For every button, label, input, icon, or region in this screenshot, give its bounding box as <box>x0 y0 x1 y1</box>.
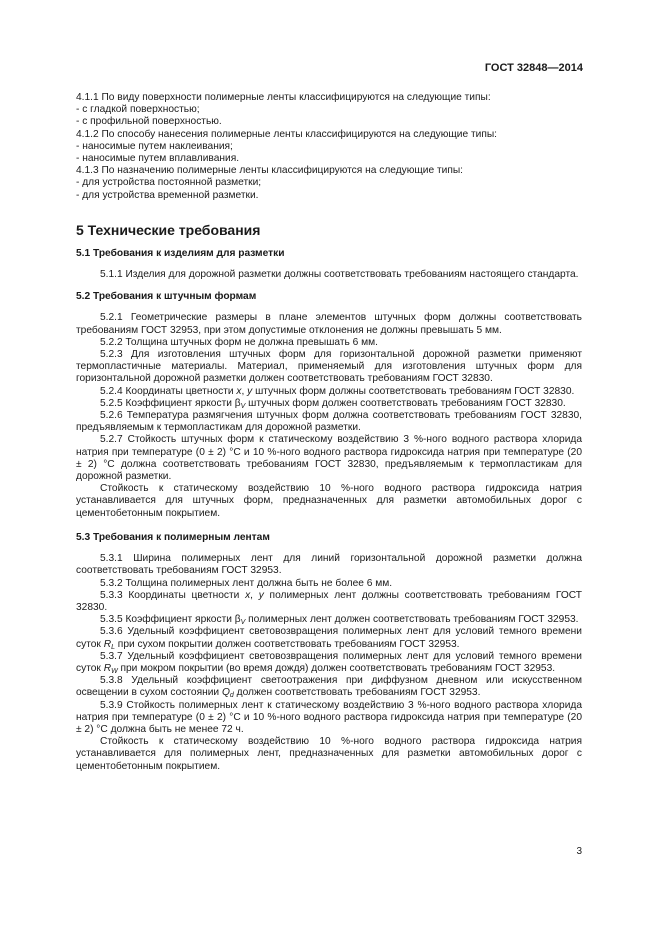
clause-5-3-5 <box>76 614 582 626</box>
clause-text: штучных форм должны соответствовать требованиям ГОСТ 32830. <box>252 385 575 397</box>
clause-5-2-7: 5.2.7 Стойкость штучных форм к статическому воздействию 3 %-ного водного раствора хлорида натрия при температуре (0 ± 2) °С и 10 %-ного водного раствора гидроксида натрия при температуре (20 ± 2) °С должна соответствовать требованиям ГОСТ 32830, предъявляемым к термопластикам для дорожной разметки. <box>76 434 582 483</box>
section-5-2-heading: 5.2 Требования к штучным формам <box>76 291 257 303</box>
symbol-r: R <box>103 662 112 674</box>
clause-5-3-1: 5.3.1 Ширина полимерных лент для линий горизонтальной дорожной разметки должна соответствовать требованиям ГОСТ 32953. <box>76 553 582 577</box>
clause-5-2-4 <box>76 386 582 398</box>
clause-text: при мокром покрытии (во время дождя) должен соответствовать требованиям ГОСТ 32953. <box>117 662 556 674</box>
section-5-heading: 5 Технические требования <box>76 221 261 238</box>
clause-5-3-3 <box>76 590 582 614</box>
symbol-y: y <box>247 385 253 397</box>
symbol-y: y <box>258 589 264 601</box>
clause-5-3-2: 5.3.2 Толщина полимерных лент должна быть не более 6 мм. <box>100 577 393 589</box>
separator: , <box>241 385 248 397</box>
classification-block <box>76 92 582 202</box>
list-item: - с гладкой поверхностью; <box>76 104 200 116</box>
clause-text: 5.3.3 Координаты цветности <box>100 589 246 601</box>
clause-text: 5.3.8 Удельный коэффициент светоотражения при диффузном дневном или искусственном освещении в сухом состоянии <box>76 675 582 699</box>
symbol-x: x <box>236 385 242 397</box>
clause-4-1-1: 4.1.1 По виду поверхности полимерные ленты классифицируются на следующие типы: <box>76 92 491 103</box>
clause-5-2-2: 5.2.2 Толщина штучных форм не должна превышать 6 мм. <box>100 336 378 348</box>
symbol-q: Q <box>221 687 230 699</box>
clause-text: полимерных лент должен соответствовать требованиям ГОСТ 32953. <box>245 614 579 626</box>
clause-5-2-6: 5.2.6 Температура размягчения штучных форм должна соответствовать требованиям ГОСТ 32830, предъявляемым к термопластикам для дорожной разметки. <box>76 410 582 434</box>
clause-text: 5.3.5 Коэффициент яркости <box>100 614 235 626</box>
clause-text: при сухом покрытии должен соответствовать требованиям ГОСТ 32953. <box>114 638 460 650</box>
clause-5-1-1: 5.1.1 Изделия для дорожной разметки должны соответствовать требованиям настоящего стандарта. <box>100 269 579 281</box>
clause-5-3-8 <box>76 675 582 699</box>
symbol-beta: β <box>234 397 241 409</box>
subscript-v: V <box>240 402 246 410</box>
clause-text: полимерных лент должны соответствовать требованиям ГОСТ 32830. <box>76 589 582 613</box>
document-code-header: ГОСТ 32848—2014 <box>484 62 583 74</box>
subscript-w: W <box>111 667 118 675</box>
clause-5-3-9: 5.3.9 Стойкость полимерных лент к статическому воздействию 3 %-ного водного раствора хлорида натрия при температуре (0 ± 2) °С и 10 %-ного водного раствора гидроксида натрия при температуре (20 ± 2) °С должна быть не менее 72 ч. <box>76 699 582 735</box>
document-body <box>76 92 582 773</box>
clause-text: 5.3.7 Удельный коэффициент световозвращения полимерных лент для условий темного времени суток <box>76 650 582 674</box>
clause-5-2-5 <box>76 398 582 410</box>
list-item: - для устройства временной разметки. <box>76 189 259 201</box>
list-item: - для устройства постоянной разметки; <box>76 177 262 189</box>
page-number: 3 <box>576 846 582 857</box>
clause-5-2-3: 5.2.3 Для изготовления штучных форм для горизонтальной дорожной разметки применяют термопластичные материалы. Материал, применяемый для изготовления штучных форм для горизонтальной дорожной разметки должен соответствовать требованиям ГОСТ 32830. <box>76 349 582 385</box>
subscript-v: V <box>240 619 246 627</box>
list-item: - наносимые путем наклеивания; <box>76 140 233 152</box>
list-item: - наносимые путем вплавливания. <box>76 153 240 165</box>
clause-5-3-6 <box>76 626 582 650</box>
clause-5-2-7-note: Стойкость к статическому воздействию 10 %-ного водного раствора гидроксида натрия устанавливается для штучных форм, предназначенных для разметки автомобильных дорог с цементобетонным покрытием. <box>76 483 582 519</box>
subscript-l: L <box>111 643 115 651</box>
clause-4-1-2: 4.1.2 По способу нанесения полимерные ленты классифицируются на следующие типы: <box>76 128 498 140</box>
symbol-r: R <box>103 638 112 650</box>
list-item: - с профильной поверхностью. <box>76 116 222 128</box>
clause-5-3-7 <box>76 651 582 675</box>
clause-text: 5.3.6 Удельный коэффициент световозвращения полимерных лент для условий темного времени суток <box>76 626 582 650</box>
clause-text: 5.2.5 Коэффициент яркости <box>100 397 235 409</box>
clause-5-2-1: 5.2.1 Геометрические размеры в плане элементов штучных форм должны соответствовать требованиям ГОСТ 32953, при этом допустимые отклонения не должны превышать 5 мм. <box>76 312 582 336</box>
clause-4-1-3: 4.1.3 По назначению полимерные ленты классифицируются на следующие типы: <box>76 165 463 177</box>
clause-5-3-9-note: Стойкость к статическому воздействию 10 %-ного водного раствора гидроксида натрия устанавливается для полимерных лент, предназначенных для разметки автомобильных дорог с цементобетонным покрытием. <box>76 736 582 772</box>
subscript-d: d <box>229 692 234 700</box>
clause-text: 5.2.4 Координаты цветности <box>100 385 237 397</box>
separator: , <box>250 589 259 601</box>
section-5-1-heading: 5.1 Требования к изделиям для разметки <box>76 247 285 259</box>
symbol-beta: β <box>234 614 241 626</box>
clause-text: должен соответствовать требованиям ГОСТ 32953. <box>233 687 481 699</box>
clause-text: штучных форм должен соответствовать требованиям ГОСТ 32830. <box>245 397 566 409</box>
section-5-3-heading: 5.3 Требования к полимерным лентам <box>76 531 270 543</box>
symbol-x: x <box>245 589 251 601</box>
